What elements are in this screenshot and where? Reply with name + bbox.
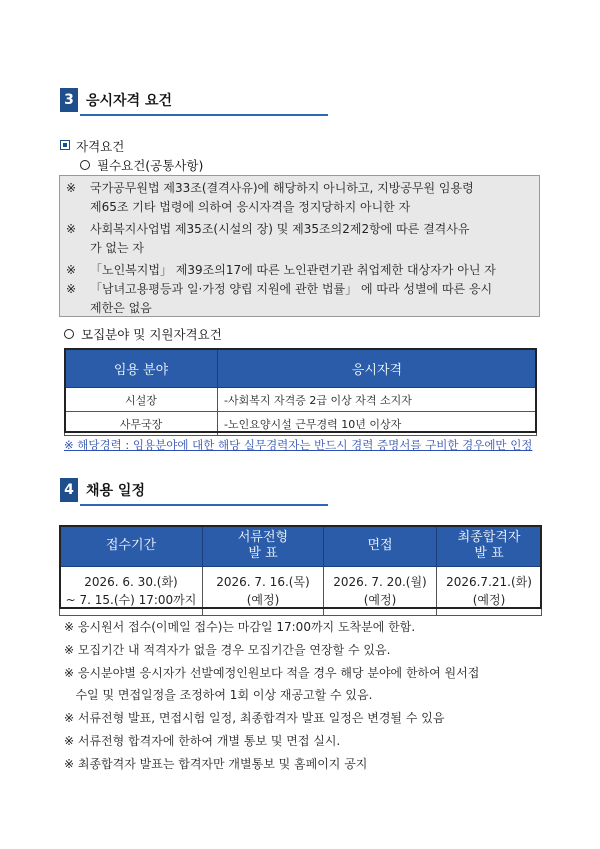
- requirement-text: [90, 179, 536, 217]
- header-line: 접수기간: [105, 538, 157, 553]
- requirement-text: [90, 280, 536, 318]
- cell-line: (예정): [363, 593, 397, 607]
- schedule-note: ※ 응시분야별 응시자가 선발예정인원보다 적을 경우 해당 분야에 한하여 원서접: [64, 666, 480, 680]
- note-mark: ※: [66, 222, 77, 236]
- circle-bullet-icon: [64, 329, 74, 339]
- schedule-note: ※ 응시원서 접수(이메일 접수)는 마감일 17:00까지 도착분에 한함.: [64, 620, 416, 634]
- qualification-heading: [60, 137, 124, 155]
- career-note: ※ 해당경력 : 임용분야에 대한 해당 실무경력자는 반드시 경력 증명서를 구비한 경우에만 인정: [64, 438, 533, 452]
- field-cell: 시설장: [65, 388, 218, 412]
- note-mark: ※: [66, 181, 77, 195]
- header-line: 발 표: [248, 546, 278, 561]
- section-title: 응시자격 요건: [86, 93, 173, 109]
- cell-line: (예정): [472, 593, 506, 607]
- qualification-subheading-text: 필수요건(공통사항): [97, 158, 204, 173]
- col-header-field: 임용 분야: [65, 349, 218, 388]
- section-underline: [80, 504, 328, 506]
- table-row: [60, 567, 542, 616]
- schedule-note: 수일 및 면접일정을 조정하여 1회 이상 재공고할 수 있음.: [64, 688, 373, 702]
- section-number: 3: [60, 88, 78, 112]
- field-cell: 사무국장: [65, 412, 218, 436]
- requirement-line: 제65조 기타 법령에 의하여 응시자격을 정지당하지 아니한 자: [90, 200, 411, 214]
- header-line: 최종합격자: [457, 530, 521, 545]
- schedule-cell: [437, 567, 542, 616]
- col-header-interview: [324, 526, 437, 567]
- cell-line: (예정): [246, 593, 280, 607]
- col-header-application-period: [60, 526, 203, 567]
- requirement-line: 가 없는 자: [90, 241, 144, 255]
- fields-heading-text: 모집분야 및 지원자격요건: [81, 327, 222, 342]
- schedule-note: ※ 모집기간 내 적격자가 없을 경우 모집기간을 연장할 수 있음.: [64, 643, 391, 657]
- schedule-note: ※ 최종합격자 발표는 합격자만 개별통보 및 홈페이지 공지: [64, 757, 368, 771]
- schedule-cell: [324, 567, 437, 616]
- requirement-line: 「노인복지법」 제39조의17에 따른 노인관련기관 취업제한 대상자가 아닌 자: [90, 263, 496, 277]
- requirement-text: [90, 220, 536, 258]
- schedule-note: ※ 서류전형 발표, 면접시험 일정, 최종합격자 발표 일정은 변경될 수 있음: [64, 711, 445, 725]
- requirement-line: 제한은 없음: [90, 301, 152, 315]
- fields-heading: [64, 325, 222, 343]
- requirement-text: [90, 261, 536, 280]
- circle-bullet-icon: [80, 160, 90, 170]
- section-3-header: [60, 88, 340, 112]
- qualification-subheading: [80, 156, 203, 174]
- header-line: 서류전형: [237, 530, 289, 545]
- cell-line: 2026. 7. 16.(목): [216, 575, 310, 589]
- schedule-note: ※ 서류전형 합격자에 한하여 개별 통보 및 면접 실시.: [64, 734, 341, 748]
- schedule-table: [59, 525, 542, 616]
- requirement-line: 국가공무원법 제33조(결격사유)에 해당하지 아니하고, 지방공무원 임용령: [90, 181, 474, 195]
- note-mark: ※: [66, 263, 77, 277]
- cell-line: ~ 7. 15.(수) 17:00까지: [65, 593, 197, 607]
- table-header-row: [60, 526, 542, 567]
- qualification-cell: -노인요양시설 근무경력 10년 이상자: [218, 412, 537, 436]
- section-title: 채용 일정: [86, 483, 145, 499]
- requirement-line: 「남녀고용평등과 일·가정 양립 지원에 관한 법률」 에 따라 성별에 따른 응시: [90, 282, 493, 296]
- section-number: 4: [60, 478, 78, 502]
- qualification-heading-text: 자격요건: [76, 139, 125, 154]
- table-row: [65, 388, 537, 412]
- schedule-cell: [60, 567, 203, 616]
- requirements-box: [59, 175, 540, 317]
- col-header-final-result: [437, 526, 542, 567]
- header-line: 발 표: [474, 546, 504, 561]
- section-underline: [80, 114, 328, 116]
- section-4-header: [60, 478, 340, 502]
- fields-table: [64, 348, 537, 436]
- schedule-cell: [203, 567, 324, 616]
- col-header-qualification: 응시자격: [218, 349, 537, 388]
- cell-line: 2026.7.21.(화): [446, 575, 532, 589]
- table-row: [65, 412, 537, 436]
- qualification-cell: -사회복지 자격증 2급 이상 자격 소지자: [218, 388, 537, 412]
- square-bullet-icon: [60, 140, 70, 150]
- cell-line: 2026. 6. 30.(화): [84, 575, 178, 589]
- table-header-row: [65, 349, 537, 388]
- col-header-document-result: [203, 526, 324, 567]
- note-mark: ※: [66, 282, 77, 296]
- requirement-line: 사회복지사업법 제35조(시설의 장) 및 제35조의2제2항에 따른 결격사유: [90, 222, 470, 236]
- header-line: 면접: [367, 538, 393, 553]
- cell-line: 2026. 7. 20.(월): [333, 575, 427, 589]
